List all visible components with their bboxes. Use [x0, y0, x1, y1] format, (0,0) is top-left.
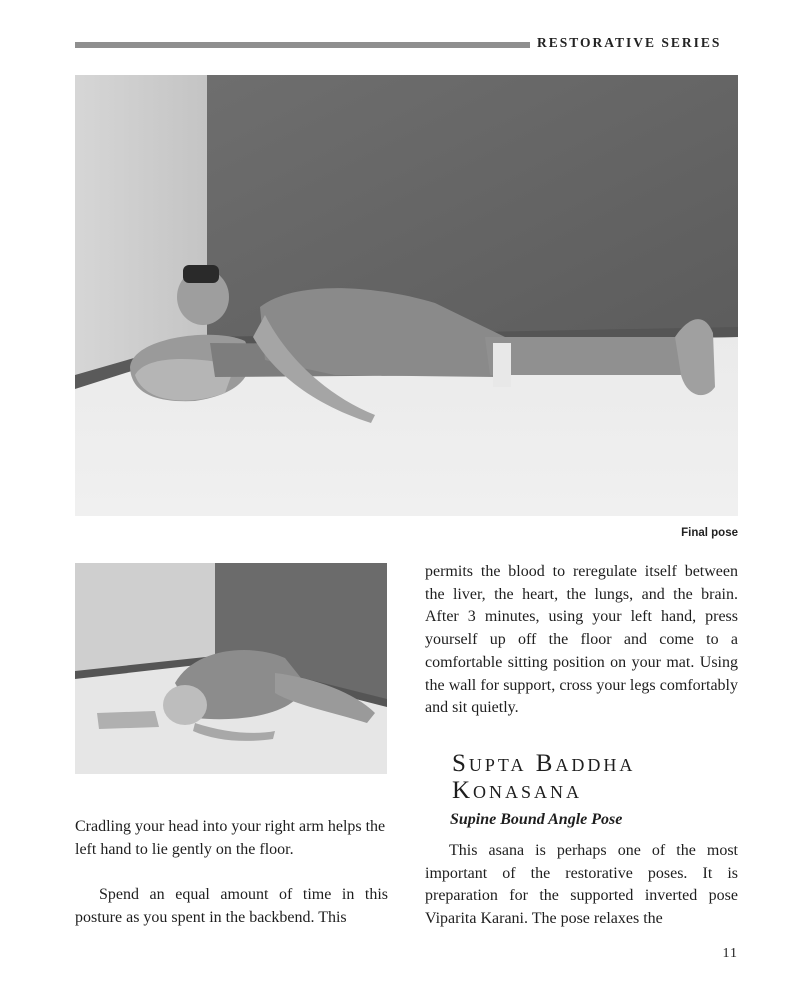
left-column-paragraph-2: Spend an equal amount of time in this posture as you spent in the backbend. This [75, 886, 388, 926]
right-column-paragraph-1: permits the blood to reregulate itself between the liver, the heart, the lungs, and the brain. After 3 minutes, using your left hand, press yourself up off the floor and come to a comfortable sitting position on your mat. Using the wall for support, cross your legs comfortably and sit quietly. [425, 563, 738, 717]
photo-caption: Final pose [681, 527, 738, 539]
section-heading-line-2: Konasana [452, 777, 583, 804]
series-title: RESTORATIVE SERIES [537, 35, 722, 50]
right-column-paragraph-2: This asana is perhaps one of the most important of the restorative poses. It is preparation for the supported inverted pose Viparita Karani. The pose relaxes the [425, 842, 738, 928]
header-rule [75, 42, 530, 48]
side-rest-photo [75, 563, 387, 774]
page-number: 11 [722, 946, 738, 961]
final-pose-photo [75, 75, 738, 516]
section-heading-line-1: Supta Baddha [452, 750, 636, 777]
left-column-paragraph-1: Cradling your head into your right arm helps the left hand to lie gently on the floor. [75, 818, 386, 858]
section-subtitle: Supine Bound Angle Pose [450, 811, 623, 828]
section-heading [452, 750, 742, 804]
